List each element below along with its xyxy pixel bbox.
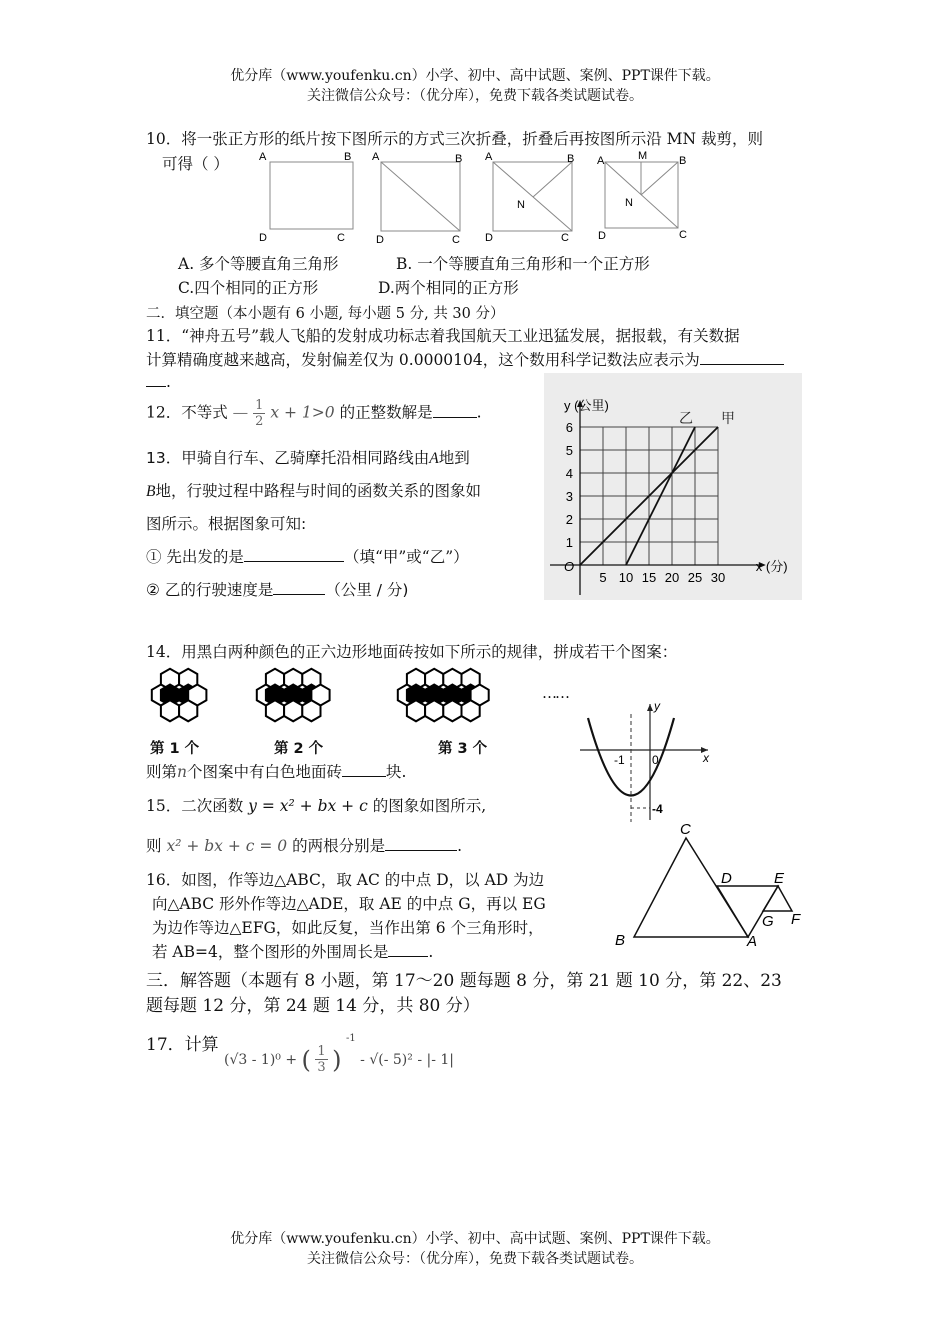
q13-item1-b: （填“甲”或“乙”） [343,548,469,566]
q14-text: 14．用黑白两种颜色的正六边形地面砖按如下所示的规律，拼成若干个图案： [146,643,678,661]
label-D-2: D [376,234,384,246]
series-label-1: 甲 [721,410,735,426]
fold-step-2 [381,162,460,231]
q17-paren: ( [301,1045,311,1074]
q14-answer-b: 个图案中有白色地面砖 [187,763,343,781]
x-tick-25: 25 [687,570,703,585]
q14-hexagon-patterns [140,660,580,730]
fold-step-4 [605,162,678,228]
q10-option-a: A. 多个等腰直角三角形 [178,255,339,273]
y-tick-4: 4 [565,466,573,481]
q12-end: . [476,403,482,422]
hex-p2-bot-0 [266,700,284,721]
q13-line2-rest: 地，行驶过程中路程与时间的函数关系的图象如 [155,482,481,500]
label-C-3: C [561,232,569,244]
q15-line2-end: . [457,837,463,855]
q14-answer-n: n [177,763,187,781]
hex-p3-bot-1 [425,700,443,721]
origin-label: O [564,559,575,574]
q12-frac-den: 2 [255,414,264,429]
label-C-2: C [452,234,460,246]
q16-line-2: 向△ABC 形外作等边△ADE，取 AE 的中点 G，再以 EG [152,895,546,913]
section-3-line-2: 题每题 12 分，第 24 题 14 分，共 80 分） [146,996,480,1016]
q12-prefix: 12．不等式 [146,403,228,422]
q12-minus: — [232,403,249,422]
fold-step-3 [493,162,572,231]
x-tick-30: 30 [710,570,726,585]
q11-text-1: 11．“神舟五号”载人飞船的发射成功标志着我国航天工业迅猛发展，据报载，有关数据 [146,327,740,345]
section-3-line-1: 三．解答题（本题有 8 小题，第 17～20 题每题 8 分，第 21 题 10 分，第 22、23 [146,971,782,991]
q13-item2-blank[interactable] [273,580,325,595]
fig-label-B: B [615,932,626,949]
footer-line-1: 优分库（www.youfenku.cn）小学、初中、高中试题、案例、PPT课件下载。 [230,1231,720,1247]
q11-end: . [166,373,171,391]
q12-row [146,398,482,429]
q10-option-d: D.两个相同的正方形 [378,279,519,297]
q11-text-2: 计算精确度越来越高，发射偏差仅为 0.0000104，这个数用科学记数法应表示为 [146,351,700,369]
label-A-2: A [372,151,380,163]
q10-text-1: 10．将一张正方形的纸片按下图所示的方式三次折叠，折叠后再按图所示沿 MN 裁剪，则 [146,130,764,148]
parabola-zero: 0 [652,753,659,767]
q13-item-1 [146,545,469,567]
hex-p3-bot-3 [462,700,480,721]
q12-fraction [253,398,265,429]
q16-triangle-figure [612,818,812,952]
q13-item1-blank[interactable] [244,547,344,562]
q16-line-3: 为边作等边△EFG，如此反复，当作出第 6 个三角形时， [152,919,544,937]
x-tick-10: 10 [618,570,634,585]
header-line-2: 关注微信公众号：（优分库），免费下载各类试题试卷。 [307,88,643,104]
label-A-3: A [485,151,493,163]
q13-item1-a: ① 先出发的是 [146,548,244,566]
fig-label-E: E [774,870,785,887]
q14-answer-a: 则第 [146,763,178,781]
q16-line-1: 16．如图，作等边△ABC，取 AC 的中点 D，以 AD 为边 [146,871,545,889]
q17-frac-den: 3 [317,1060,326,1075]
q11-text-2-row [146,348,784,370]
q17-exponent: -1 [345,1033,356,1044]
label-D-4: D [598,230,606,242]
label-D-1: D [259,232,267,244]
y-tick-2: 2 [565,512,573,527]
hex-p1-bot-0 [161,700,179,721]
label-A-1: A [259,151,267,163]
q14-label-1: 第 1 个 [150,741,200,757]
hex-p2-bot-2 [302,700,320,721]
parabola-minus4: -4 [652,802,663,816]
q15-line-1 [146,794,486,816]
y-tick-1: 1 [565,535,573,550]
hex-p3-bot-2 [443,700,461,721]
q15-parabola-graph [572,698,718,826]
q17-part-1: (√3 - 1)⁰ + [224,1051,298,1068]
q13-item2-a: ② 乙的行驶速度是 [146,581,274,599]
triangle-ABC [634,838,748,937]
q17-fraction [315,1044,327,1075]
footer-line-2: 关注微信公众号：（优分库），免费下载各类试题试卷。 [307,1251,643,1267]
q10-option-b: B. 一个等腰直角三角形和一个正方形 [396,255,650,273]
q15-line1-a: 15．二次函数 [146,797,244,815]
q16-line-4 [152,940,433,962]
q17-part-2: - √(- 5)² - |- 1| [360,1051,455,1068]
y-axis-arrow [647,704,653,711]
hex-p1-bot-1 [179,700,197,721]
label-B-2: B [455,153,463,165]
label-N-3: N [517,199,525,211]
x-tick-5: 5 [599,570,607,585]
q13-point-A: A [429,450,439,467]
label-N-4: N [625,197,633,209]
fig-label-C: C [680,821,691,838]
q15-answer-blank[interactable] [385,836,457,851]
fig-label-G: G [762,913,774,930]
triangle-EFG [763,886,792,911]
q14-label-3: 第 3 个 [438,741,488,757]
q15-line2-b: 的两根分别是 [292,837,386,855]
label-B-1: B [344,151,352,163]
header-line-1: 优分库（www.youfenku.cn）小学、初中、高中试题、案例、PPT课件下载。 [230,68,720,84]
q17-prefix: 17．计算 [146,1035,219,1055]
q14-answer-blank[interactable] [342,762,386,777]
label-M-4: M [638,150,648,162]
y-tick-6: 6 [565,420,573,435]
q14-answer-row [146,760,406,782]
q15-formula-1: y = x² + bx + c [248,797,368,815]
parabola-y-label: y [654,699,660,713]
y-axis-label: y (公里) [564,398,609,413]
label-D-3: D [485,232,493,244]
x-axis-label: x (分) [755,559,788,574]
q11-text-3-row [146,372,171,391]
q15-formula-2: x² + bx + c = 0 [166,837,288,855]
q15-line2-a: 则 [146,837,162,855]
q14-answer-c: 块. [386,763,407,781]
q13-line-3: 图所示。根据图象可知: [146,515,307,533]
hex-p2-bot-1 [284,700,302,721]
y-tick-5: 5 [565,443,573,458]
q16-answer-blank[interactable] [388,942,428,957]
label-B-3: B [567,153,575,165]
q10-folding-figures [255,145,705,250]
fig-label-F: F [791,911,801,928]
q12-answer-blank[interactable] [433,403,477,418]
q13-line-1 [146,446,470,468]
q15-line-2 [146,834,462,856]
q13-item-2 [146,578,408,600]
q13-point-B: B [146,483,156,500]
hex-p3-bot-0 [407,700,425,721]
label-B-4: B [679,155,687,167]
x-tick-20: 20 [664,570,680,585]
q17-frac-num: 1 [317,1044,326,1059]
q13-line-2 [146,479,481,501]
q13-item2-b: （公里 / 分) [325,581,409,599]
label-A-4: A [597,155,605,167]
q16-line4-end: . [428,943,434,961]
fold-step-1 [270,162,353,229]
q13-line1-a: 13．甲骑自行车、乙骑摩托沿相同路线由 [146,449,430,467]
q17-paren-close: ) [332,1045,342,1074]
q16-line4-a: 若 AB=4，整个图形的外围周长是 [152,943,389,961]
fig-label-A: A [747,933,758,950]
section-2-title: 二．填空题（本小题有 6 小题, 每小题 5 分, 共 30 分） [146,306,505,322]
q13-distance-time-chart [544,373,802,600]
parabola-minus1: -1 [614,753,625,767]
x-tick-15: 15 [641,570,657,585]
q17-expression [224,1030,454,1075]
label-C-4: C [679,229,687,241]
q14-label-2: 第 2 个 [274,741,324,757]
q13-line1-b: 地到 [438,449,470,467]
q12-frac-num: 1 [255,398,264,413]
fig-label-D: D [721,870,732,887]
q10-option-c: C.四个相同的正方形 [178,279,319,297]
q12-expr: x + 1>0 [270,403,335,422]
q14-ellipsis: …… [542,684,568,702]
q10-text-2: 可得（ ） [162,155,229,173]
series-label-2: 乙 [679,410,693,426]
q12-suffix: 的正整数解是 [339,403,433,422]
parabola-x-label: x [703,751,709,765]
q15-line1-b: 的图象如图所示, [372,797,487,815]
q11-answer-blank[interactable] [700,350,784,365]
y-tick-3: 3 [565,489,573,504]
label-C-1: C [337,232,345,244]
q11-answer-blank-cont[interactable] [146,372,166,387]
